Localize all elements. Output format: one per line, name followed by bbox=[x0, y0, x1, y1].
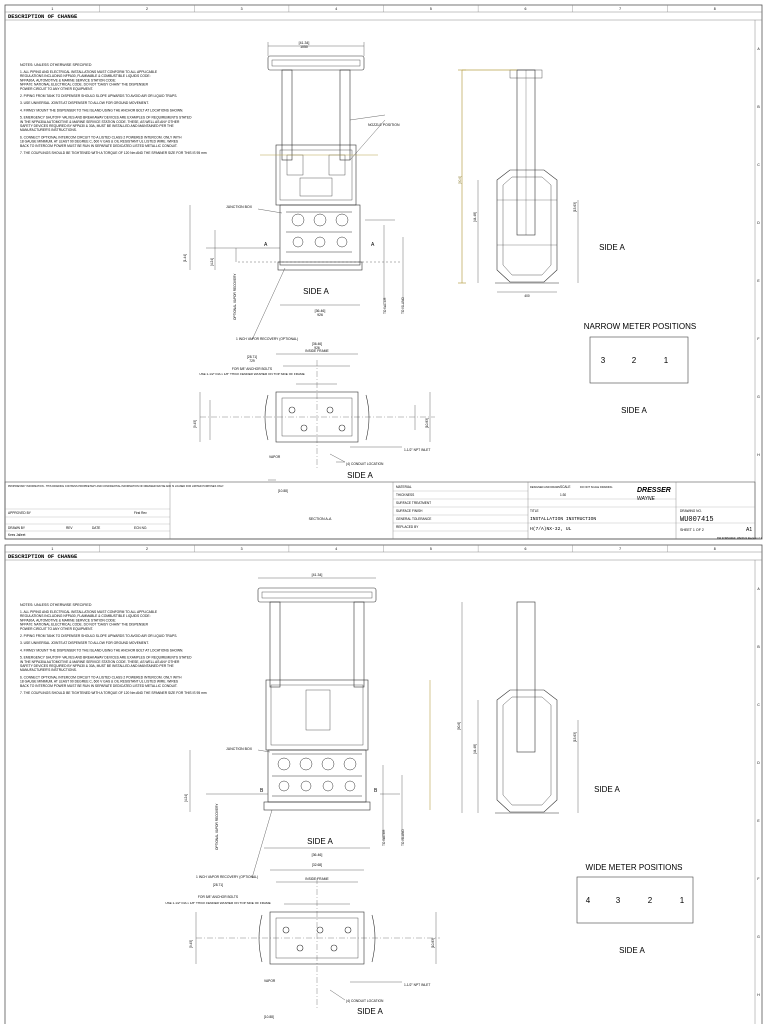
dim-right-island: TO ISLAND bbox=[401, 829, 405, 846]
side-a-side-label: SIDE A bbox=[594, 785, 620, 794]
column-label: 5 bbox=[429, 547, 432, 551]
conduit-location-label: (4) CONDUIT LOCATION bbox=[346, 462, 384, 466]
nozzle-position-label: NOZZLE POSITION bbox=[368, 123, 400, 127]
title-block bbox=[5, 482, 755, 539]
note-line: 1. ALL PIPING AND ELECTRICAL INSTALLATIONS MUST CONFORM TO ALL APPLICABLE bbox=[20, 610, 158, 614]
bolt-spacing-dim: [28.71] 729 bbox=[246, 355, 258, 363]
replaced-by-label: REPLACED BY bbox=[396, 525, 419, 529]
note-line: 18 GAUGE MINIMUM, AT LEAST 90 DEGREE C, 600 V GAS & OIL RESISTANT UL LISTED WIRE. WIRES bbox=[20, 139, 179, 144]
column-label: 5 bbox=[429, 7, 432, 11]
do-not-scale: DO NOT SCALE DRAWING bbox=[580, 486, 613, 489]
frame-width-dim-2: [36.46] 926 bbox=[311, 342, 323, 350]
plan-dim-left: [9.45] bbox=[193, 420, 197, 428]
meter-number: 3 bbox=[615, 896, 621, 905]
column-label: 7 bbox=[619, 7, 622, 11]
designed-by: DESIGNED AND DRAWN bbox=[530, 486, 561, 489]
frame-width-dim: [36.46] 926 bbox=[314, 309, 326, 317]
row-label: A bbox=[757, 47, 760, 51]
conduit-location-label: (4) CONDUIT LOCATION bbox=[346, 999, 384, 1003]
column-label: 6 bbox=[524, 547, 527, 551]
dispenser-front-view-wide bbox=[258, 588, 376, 810]
meter-positions-title: NARROW METER POSITIONS bbox=[583, 322, 697, 331]
note-line: 18 GAUGE MINIMUM, AT LEAST 90 DEGREE C, 600 V GAS & OIL RESISTANT UL LISTED WIRE. WIRES bbox=[20, 679, 179, 684]
drawing-sheet-2 bbox=[0, 540, 768, 1024]
note-line: SAFETY DEVICES REQUIRED BY NFPA30 & 30A, MUST BE INSTALLED AND MAINTAINED PER THE bbox=[20, 664, 174, 668]
column-label: 7 bbox=[619, 547, 622, 551]
row-label: D bbox=[757, 221, 760, 225]
note-line: 1. ALL PIPING AND ELECTRICAL INSTALLATIONS MUST CONFORM TO ALL APPLICABLE bbox=[20, 70, 158, 74]
section-plan-view bbox=[200, 360, 435, 470]
drawing-model: H(7/A)NX-32, UL bbox=[530, 527, 572, 532]
meter-number: 2 bbox=[647, 896, 653, 905]
note-line: 2. PIPING FROM TANK TO DISPENSER SHOULD SLOPE UPWARDS TO AVOID AIR OR LIQUID TRAPS. bbox=[20, 94, 178, 98]
row-label: G bbox=[757, 935, 760, 939]
thickness-label: THICKNESS bbox=[396, 493, 415, 497]
column-label: 4 bbox=[335, 7, 338, 11]
meter-number: 4 bbox=[585, 896, 591, 905]
junction-box-label: JUNCTION BOX bbox=[226, 747, 253, 751]
dim-right-water: TO WATER bbox=[382, 829, 386, 846]
column-label: 2 bbox=[145, 547, 148, 551]
note-line: SAFETY DEVICES REQUIRED BY NFPA30 & 30A, MUST BE INSTALLED AND MAINTAINED PER THE bbox=[20, 124, 174, 128]
frame-width-dim: [36.46] bbox=[311, 853, 323, 857]
meter-positions-caption: SIDE A bbox=[619, 946, 645, 955]
note-line: IN THE NFPA30A AUTOMOTIVE & MARINE SERVICE STATION CODE. THESE, AS WELL AS ANY OTHER bbox=[20, 119, 180, 124]
section-aa-label: SECTION A-A bbox=[308, 517, 332, 521]
description-of-change: DESCRIPTION OF CHANGE bbox=[8, 553, 78, 560]
note-line: MANUFACTURER'S INSTRUCTIONS. bbox=[20, 668, 77, 673]
general-tolerance-label: GENERAL TOLERANCE bbox=[396, 517, 432, 521]
column-label: 3 bbox=[240, 547, 243, 551]
note-line: REGULATIONS INCLUDING NFPA30, FLAMMABLE & COMBUSTIBLE LIQUIDS CODE: bbox=[20, 614, 151, 619]
row-label: H bbox=[757, 453, 760, 457]
note-line: NFPA30A, AUTOMOTIVE & MARINE SERVICE STATION CODE: bbox=[20, 78, 117, 83]
drawing-number: WU007415 bbox=[680, 516, 714, 524]
dim-right-water: TO WATER bbox=[383, 297, 387, 314]
note-line: 6. CONNECT OPTIONAL INTERCOM CIRCUIT TO A LISTED CLASS 2 POWERED INTERCOM. ONLY WITH bbox=[20, 135, 182, 140]
top-width-dim: [41.34] 1050 bbox=[298, 41, 310, 49]
note-line: NFPA70: NATIONAL ELECTRICAL CODE. DO NOT "DAISY CHAIN" THE DISPENSER bbox=[20, 622, 149, 627]
plan-dim-bottom: [10.88] bbox=[278, 489, 288, 493]
section-a-right: A bbox=[371, 242, 375, 248]
fender-washer-label: USE 1-1/2" DIA x 1/8" THICK FENDER WASHER ON TOP SIDE OF FRAME bbox=[199, 372, 305, 376]
proprietary-text: PROPRIETARY INFORMATION - THIS DRAWING CONTAINS PROPRIETARY AND CONFIDENTIAL INFORMATION OF DRESSER WAYNE AND IS LOANED FOR LIMITED PURPOSES ONLY. bbox=[8, 485, 224, 488]
sheet-2-svg bbox=[0, 540, 768, 1024]
column-label: 3 bbox=[240, 7, 243, 11]
section-a-left: A bbox=[264, 242, 268, 248]
side-right-text: [15.63] bbox=[573, 202, 577, 212]
note-line: NFPA70: NATIONAL ELECTRICAL CODE. DO NOT "DAISY CHAIN" THE DISPENSER bbox=[20, 82, 149, 87]
section-b-left: B bbox=[260, 788, 264, 794]
notes-block bbox=[20, 63, 207, 155]
note-line: 6. CONNECT OPTIONAL INTERCOM CIRCUIT TO A LISTED CLASS 2 POWERED INTERCOM. ONLY WITH bbox=[20, 675, 182, 680]
side-hose-text: [44.48] bbox=[473, 212, 477, 222]
junction-box-label: JUNCTION BOX bbox=[226, 205, 253, 209]
note-line: 4. FIRMLY MOUNT THE DISPENSER TO THE ISLAND USING THE ANCHOR BOLT AT LOCATIONS SHOWN. bbox=[20, 648, 184, 653]
optional-vapor-label: OPTIONAL VAPOR RECOVERY bbox=[233, 273, 237, 320]
vapor-label: VAPOR bbox=[269, 455, 281, 459]
npt-inlet-label: 1-1/2" NPT INLET bbox=[404, 983, 431, 987]
sheet-number: SHEET 1 OF 2 bbox=[680, 528, 704, 532]
scale-label: SCALE bbox=[560, 485, 571, 489]
notes-heading: NOTES: UNLESS OTHERWISE SPECIFIED bbox=[20, 603, 92, 607]
meter-number: 1 bbox=[663, 356, 669, 365]
note-line: 5. EMERGENCY SHUTOFF VALVES AND BREAKAWAY DEVICES ARE EXAMPLES OF REQUIREMENTS STATED bbox=[20, 655, 192, 660]
bolt-spacing-dim: [28.71] bbox=[212, 883, 224, 887]
drawing-no-label: DRAWING NO. bbox=[680, 509, 702, 513]
dim-right-island: TO ISLAND bbox=[401, 297, 405, 314]
side-height-dim bbox=[458, 70, 517, 283]
meter-number: 3 bbox=[600, 356, 606, 365]
inside-frame-label: INSIDE FRAME bbox=[305, 349, 329, 353]
plan-dim-left: [9.45] bbox=[189, 940, 193, 948]
note-line: BACK TO INTERCOM POWER MUST BE RUN IN SEPARATE DEDICATED LISTED METALLIC CONDUIT. bbox=[20, 683, 178, 688]
npt-inlet-label: 1-1/2" NPT INLET bbox=[404, 448, 431, 452]
column-ticks bbox=[51, 545, 760, 997]
side-a-section-label: SIDE A bbox=[347, 471, 373, 480]
note-line: 7. THE COUPLINGS SHOULD BE TIGHTENED WITH A TORQUE OF 120 Nm AND THE SPANNER SIZE FOR THIS IS 95 mm bbox=[20, 691, 207, 695]
note-line: MANUFACTURER'S INSTRUCTIONS. bbox=[20, 128, 77, 133]
inside-frame-label: INSIDE FRAME bbox=[305, 877, 329, 881]
narrow-meter-positions bbox=[584, 322, 696, 415]
column-ticks bbox=[51, 5, 760, 457]
row-label: B bbox=[757, 105, 760, 109]
frame-width-dim-2: [32.68] bbox=[311, 863, 323, 867]
vapor-recovery-label: 1 INCH VAPOR RECOVERY (OPTIONAL) bbox=[196, 875, 259, 879]
column-label: 1 bbox=[51, 547, 54, 551]
row-label: G bbox=[757, 395, 760, 399]
row-label: A bbox=[757, 587, 760, 591]
meter-number: 2 bbox=[631, 356, 637, 365]
drawing-title: INSTALLATION INSTRUCTION bbox=[530, 517, 597, 522]
plan-dim-right: [10.83] bbox=[425, 418, 429, 428]
company-logo: DRESSER bbox=[637, 487, 671, 494]
column-label: 2 bbox=[145, 7, 148, 11]
side-depth-dim: 400 bbox=[524, 294, 530, 298]
date-label: DATE bbox=[92, 526, 101, 530]
note-line: 3. USE UNIVERSAL JOINTS AT DISPENSER TO ALLOW FOR GROUND MOVEMENT. bbox=[20, 641, 149, 646]
note-line: 5. EMERGENCY SHUTOFF VALVES AND BREAKAWAY DEVICES ARE EXAMPLES OF REQUIREMENTS STATED bbox=[20, 115, 192, 120]
drawn-name: Kees Jalleet bbox=[8, 533, 26, 537]
plan-dim-right: [10.83] bbox=[431, 938, 435, 948]
meter-positions-caption: SIDE A bbox=[621, 406, 647, 415]
rev-label: REV bbox=[66, 526, 73, 530]
meter-number: 1 bbox=[679, 896, 685, 905]
note-line: 7. THE COUPLINGS SHOULD BE TIGHTENED WITH A TORQUE OF 120 Nm AND THE SPANNER SIZE FOR THIS IS 95 mm bbox=[20, 151, 207, 155]
approved-by: APPROVED BY bbox=[8, 511, 31, 515]
row-label: D bbox=[757, 761, 760, 765]
wide-meter-positions bbox=[577, 863, 693, 955]
form-reference: DW FORM-REF: WE0024 Revision 2.1 bbox=[716, 537, 762, 540]
note-line: 4. FIRMLY MOUNT THE DISPENSER TO THE ISLAND USING THE ANCHOR BOLT AT LOCATIONS SHOWN. bbox=[20, 108, 184, 113]
dispenser-side-view bbox=[495, 70, 559, 283]
row-label: C bbox=[757, 703, 760, 707]
column-label: 4 bbox=[335, 547, 338, 551]
vapor-label: VAPOR bbox=[264, 979, 276, 983]
side-a-section-label: SIDE A bbox=[357, 1007, 383, 1016]
note-line: NFPA30A, AUTOMOTIVE & MARINE SERVICE STATION CODE: bbox=[20, 618, 117, 623]
side-right-text: [15.63] bbox=[573, 732, 577, 742]
dim-left-1: [4.24] bbox=[184, 794, 188, 802]
material-label: MATERIAL bbox=[396, 485, 412, 489]
anchor-bolts-label: FOR 5/8" ANCHOR BOLTS bbox=[197, 895, 239, 899]
vapor-recovery-label: 1 INCH VAPOR RECOVERY (OPTIONAL) bbox=[236, 337, 299, 341]
row-label: H bbox=[757, 993, 760, 997]
side-a-side-label: SIDE A bbox=[599, 243, 625, 252]
note-line: BACK TO INTERCOM POWER MUST BE RUN IN SEPARATE DEDICATED LISTED METALLIC CONDUIT. bbox=[20, 143, 178, 148]
meter-positions-title: WIDE METER POSITIONS bbox=[585, 863, 683, 872]
dim-left-1: [1.44] bbox=[183, 254, 187, 262]
company-sub: WAYNE bbox=[637, 496, 655, 502]
notes-block bbox=[20, 603, 207, 695]
description-of-change: DESCRIPTION OF CHANGE bbox=[8, 13, 78, 20]
dim-left-2: [4.24] bbox=[210, 258, 214, 266]
column-label: 1 bbox=[51, 7, 54, 11]
first-rev: First Rev bbox=[134, 511, 147, 515]
notes-heading: NOTES: UNLESS OTHERWISE SPECIFIED bbox=[20, 63, 92, 67]
column-label: 6 bbox=[524, 7, 527, 11]
sheet-size: A1 bbox=[746, 527, 753, 533]
surface-treatment-label: SURFACE TREATMENT bbox=[396, 501, 432, 505]
scale-value: 1:30 bbox=[560, 493, 567, 497]
note-line: IN THE NFPA30A AUTOMOTIVE & MARINE SERVICE STATION CODE. THESE, AS WELL AS ANY OTHER bbox=[20, 659, 180, 664]
ecn-label: ECN NO. bbox=[134, 526, 148, 530]
row-label: F bbox=[757, 877, 760, 881]
side-height-text: [90.6] bbox=[457, 722, 461, 730]
row-label: C bbox=[757, 163, 760, 167]
anchor-bolts-label: FOR 5/8" ANCHOR BOLTS bbox=[231, 367, 273, 371]
row-label: B bbox=[757, 645, 760, 649]
section-b-right: B bbox=[374, 788, 378, 794]
note-line: POWER CIRCUIT TO ANY OTHER EQUIPMENT. bbox=[20, 626, 94, 631]
dispenser-front-view bbox=[260, 56, 378, 270]
drawn-by: DRAWN BY bbox=[8, 526, 26, 530]
front-dimension-lines bbox=[190, 42, 403, 340]
optional-vapor-label: OPTIONAL VAPOR RECOVERY bbox=[215, 803, 219, 850]
side-a-label: SIDE A bbox=[307, 837, 333, 846]
note-line: POWER CIRCUIT TO ANY OTHER EQUIPMENT. bbox=[20, 86, 94, 91]
dispenser-side-view bbox=[495, 602, 559, 813]
top-width-dim: [41.34] bbox=[311, 573, 323, 577]
column-label: 8 bbox=[713, 547, 716, 551]
note-line: 2. PIPING FROM TANK TO DISPENSER SHOULD SLOPE UPWARDS TO AVOID AIR OR LIQUID TRAPS. bbox=[20, 634, 178, 638]
plan-dim-bottom: [10.88] bbox=[264, 1015, 274, 1019]
side-height-text: [90.6] bbox=[458, 176, 462, 184]
fender-washer-label: USE 1-1/2" DIA x 1/8" THICK FENDER WASHER ON TOP SIDE OF FRAME bbox=[165, 901, 271, 905]
note-line: REGULATIONS INCLUDING NFPA30, FLAMMABLE & COMBUSTIBLE LIQUIDS CODE: bbox=[20, 74, 151, 79]
title-label: TITLE bbox=[530, 509, 539, 513]
row-label: E bbox=[757, 279, 760, 283]
side-a-label: SIDE A bbox=[303, 287, 329, 296]
column-label: 8 bbox=[713, 7, 716, 11]
row-label: E bbox=[757, 819, 760, 823]
row-label: F bbox=[757, 337, 760, 341]
side-hose-text: [44.48] bbox=[473, 744, 477, 754]
surface-finish-label: SURFACE FINISH bbox=[396, 509, 423, 513]
note-line: 3. USE UNIVERSAL JOINTS AT DISPENSER TO ALLOW FOR GROUND MOVEMENT. bbox=[20, 101, 149, 106]
